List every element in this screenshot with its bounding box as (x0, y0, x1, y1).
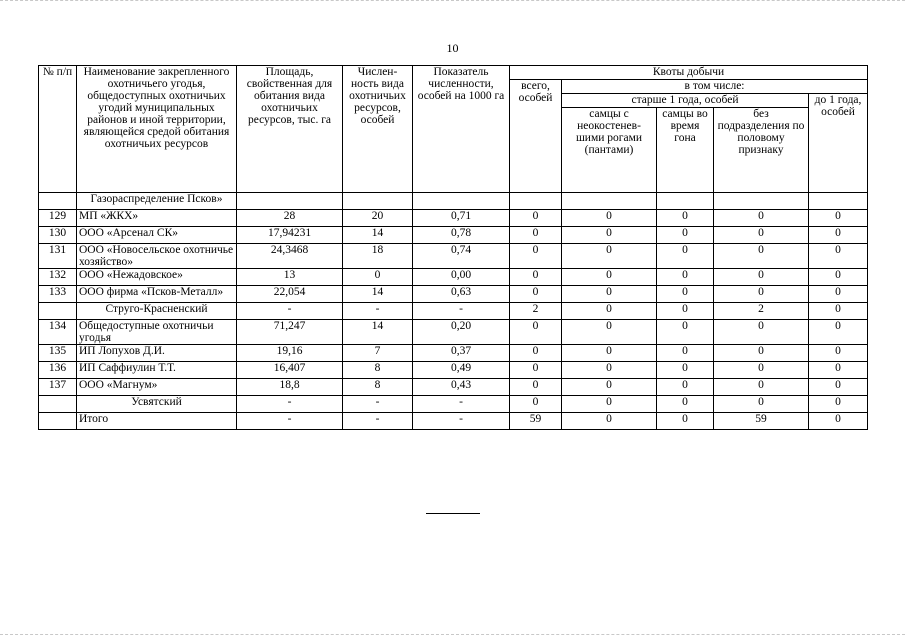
table-row (39, 244, 868, 269)
header-name: Наименование закрепленного охотничьего угодья, общедоступных охотничьих угодий муниципальных районов и иной территории, являющейся средой обитания охотничьих ресурсов (77, 66, 237, 193)
header-total: всего, особей (510, 80, 562, 193)
cell-num (39, 193, 77, 210)
cell-antlers: 0 (562, 345, 657, 362)
cell-rut: 0 (657, 227, 714, 244)
cell-num: 136 (39, 362, 77, 379)
cell-nosex: 0 (714, 210, 809, 227)
district-row (39, 303, 868, 320)
cell-density: 0,00 (413, 269, 510, 286)
cell-density: 0,43 (413, 379, 510, 396)
cell-total: 0 (510, 362, 562, 379)
cell-antlers: 0 (562, 303, 657, 320)
cell-density: 0,71 (413, 210, 510, 227)
cell-count: - (343, 396, 413, 413)
cell-name: ИП Саффиулин Т.Т. (77, 362, 237, 379)
cell-antlers: 0 (562, 413, 657, 430)
cell-area: - (237, 413, 343, 430)
cell-total: 0 (510, 320, 562, 345)
cell-num: 132 (39, 269, 77, 286)
cell-nosex: 0 (714, 396, 809, 413)
cell-antlers: 0 (562, 210, 657, 227)
cell-num: 130 (39, 227, 77, 244)
cell-total: 0 (510, 396, 562, 413)
cell-density: - (413, 396, 510, 413)
table-row (39, 345, 868, 362)
cell-nosex: 0 (714, 379, 809, 396)
cell-total: 2 (510, 303, 562, 320)
cell-total: 0 (510, 210, 562, 227)
cell-name: Струго-Красненский (77, 303, 237, 320)
cell-total: 59 (510, 413, 562, 430)
cell-antlers: 0 (562, 269, 657, 286)
cell-name: ООО «Нежадовское» (77, 269, 237, 286)
cell-name: МП «ЖКХ» (77, 210, 237, 227)
table-row (39, 362, 868, 379)
cell-count: 8 (343, 362, 413, 379)
quota-table (38, 65, 868, 430)
cell-rut (657, 193, 714, 210)
cell-area: 71,247 (237, 320, 343, 345)
header-including: в том числе: (562, 80, 868, 94)
separator-line (426, 513, 480, 514)
cell-under1: 0 (809, 362, 868, 379)
cell-nosex: 59 (714, 413, 809, 430)
header-males-rut: самцы во время гона (657, 108, 714, 193)
cell-under1: 0 (809, 269, 868, 286)
cell-total (510, 193, 562, 210)
cell-count: - (343, 303, 413, 320)
cell-total: 0 (510, 244, 562, 269)
cell-density: - (413, 413, 510, 430)
cell-name: Усвятский (77, 396, 237, 413)
cell-area: 16,407 (237, 362, 343, 379)
cell-nosex: 0 (714, 345, 809, 362)
cell-name: ИП Лопухов Д.И. (77, 345, 237, 362)
cell-num: 137 (39, 379, 77, 396)
cell-rut: 0 (657, 345, 714, 362)
cell-area: 24,3468 (237, 244, 343, 269)
header-num: № п/п (39, 66, 77, 193)
cell-area: 22,054 (237, 286, 343, 303)
cell-count: 18 (343, 244, 413, 269)
cell-count (343, 193, 413, 210)
scan-top-edge (0, 0, 905, 3)
cell-total: 0 (510, 286, 562, 303)
cell-under1: 0 (809, 345, 868, 362)
cell-total: 0 (510, 345, 562, 362)
cell-count: 20 (343, 210, 413, 227)
cell-name: Газораспределение Псков» (77, 193, 237, 210)
header-area: Площадь, свойственная для обитания вида охотничьих ресурсов, тыс. га (237, 66, 343, 193)
cell-under1: 0 (809, 227, 868, 244)
cell-num: 133 (39, 286, 77, 303)
header-males-antlers: самцы с неокостенев-шими рогами (пантами) (562, 108, 657, 193)
cell-count: - (343, 413, 413, 430)
cell-rut: 0 (657, 269, 714, 286)
cell-count: 0 (343, 269, 413, 286)
cell-rut: 0 (657, 362, 714, 379)
cell-num: 134 (39, 320, 77, 345)
cell-count: 14 (343, 286, 413, 303)
cell-nosex (714, 193, 809, 210)
cell-area: 17,94231 (237, 227, 343, 244)
cell-name: ООО «Новосельское охотничье хозяйство» (77, 244, 237, 269)
cell-num (39, 396, 77, 413)
cell-under1: 0 (809, 244, 868, 269)
cell-num (39, 303, 77, 320)
cell-density: 0,78 (413, 227, 510, 244)
cell-antlers: 0 (562, 320, 657, 345)
cell-under1: 0 (809, 286, 868, 303)
cell-antlers: 0 (562, 227, 657, 244)
cell-nosex: 0 (714, 269, 809, 286)
cell-rut: 0 (657, 320, 714, 345)
header-older: старше 1 года, особей (562, 94, 809, 108)
table-row (39, 227, 868, 244)
cell-name: ООО фирма «Псков-Металл» (77, 286, 237, 303)
district-row (39, 193, 868, 210)
cell-count: 8 (343, 379, 413, 396)
cell-antlers: 0 (562, 362, 657, 379)
table-row (39, 269, 868, 286)
cell-total: 0 (510, 379, 562, 396)
cell-under1: 0 (809, 396, 868, 413)
cell-nosex: 2 (714, 303, 809, 320)
cell-name: Общедоступные охотничьи угодья (77, 320, 237, 345)
header-quotas: Квоты добычи (510, 66, 868, 80)
cell-area: - (237, 303, 343, 320)
cell-under1: 0 (809, 210, 868, 227)
cell-under1: 0 (809, 379, 868, 396)
table-row (39, 286, 868, 303)
cell-density: - (413, 303, 510, 320)
cell-under1: 0 (809, 320, 868, 345)
cell-antlers: 0 (562, 286, 657, 303)
cell-num (39, 413, 77, 430)
cell-density: 0,37 (413, 345, 510, 362)
table-row (39, 210, 868, 227)
cell-density: 0,49 (413, 362, 510, 379)
cell-area: 13 (237, 269, 343, 286)
cell-nosex: 0 (714, 362, 809, 379)
cell-rut: 0 (657, 286, 714, 303)
scan-bottom-edge (0, 634, 905, 637)
cell-num: 129 (39, 210, 77, 227)
cell-count: 14 (343, 320, 413, 345)
header-under1: до 1 года, особей (809, 94, 868, 193)
cell-density (413, 193, 510, 210)
cell-antlers: 0 (562, 396, 657, 413)
cell-num: 135 (39, 345, 77, 362)
cell-rut: 0 (657, 244, 714, 269)
cell-area: - (237, 396, 343, 413)
cell-count: 7 (343, 345, 413, 362)
cell-area: 19,16 (237, 345, 343, 362)
cell-nosex: 0 (714, 244, 809, 269)
cell-name: ООО «Арсенал СК» (77, 227, 237, 244)
cell-density: 0,63 (413, 286, 510, 303)
cell-total: 0 (510, 227, 562, 244)
table-body (39, 193, 868, 430)
cell-antlers (562, 193, 657, 210)
cell-under1: 0 (809, 413, 868, 430)
page-number: 10 (446, 41, 459, 55)
cell-count: 14 (343, 227, 413, 244)
cell-rut: 0 (657, 210, 714, 227)
cell-rut: 0 (657, 303, 714, 320)
cell-area: 28 (237, 210, 343, 227)
table-row (39, 320, 868, 345)
cell-total: 0 (510, 269, 562, 286)
cell-rut: 0 (657, 413, 714, 430)
cell-nosex: 0 (714, 286, 809, 303)
cell-density: 0,20 (413, 320, 510, 345)
cell-rut: 0 (657, 396, 714, 413)
cell-under1 (809, 193, 868, 210)
total-row (39, 413, 868, 430)
cell-nosex: 0 (714, 227, 809, 244)
cell-density: 0,74 (413, 244, 510, 269)
cell-antlers: 0 (562, 379, 657, 396)
table-row (39, 379, 868, 396)
cell-name: ООО «Магнум» (77, 379, 237, 396)
cell-area: 18,8 (237, 379, 343, 396)
cell-antlers: 0 (562, 244, 657, 269)
header-count: Числен-ность вида охотничьих ресурсов, особей (343, 66, 413, 193)
cell-num: 131 (39, 244, 77, 269)
district-row (39, 396, 868, 413)
cell-area (237, 193, 343, 210)
header-no-sex: без подразделения по половому признаку (714, 108, 809, 193)
cell-under1: 0 (809, 303, 868, 320)
cell-nosex: 0 (714, 320, 809, 345)
header-density: Показатель численности, особей на 1000 га (413, 66, 510, 193)
cell-rut: 0 (657, 379, 714, 396)
cell-name: Итого (77, 413, 237, 430)
